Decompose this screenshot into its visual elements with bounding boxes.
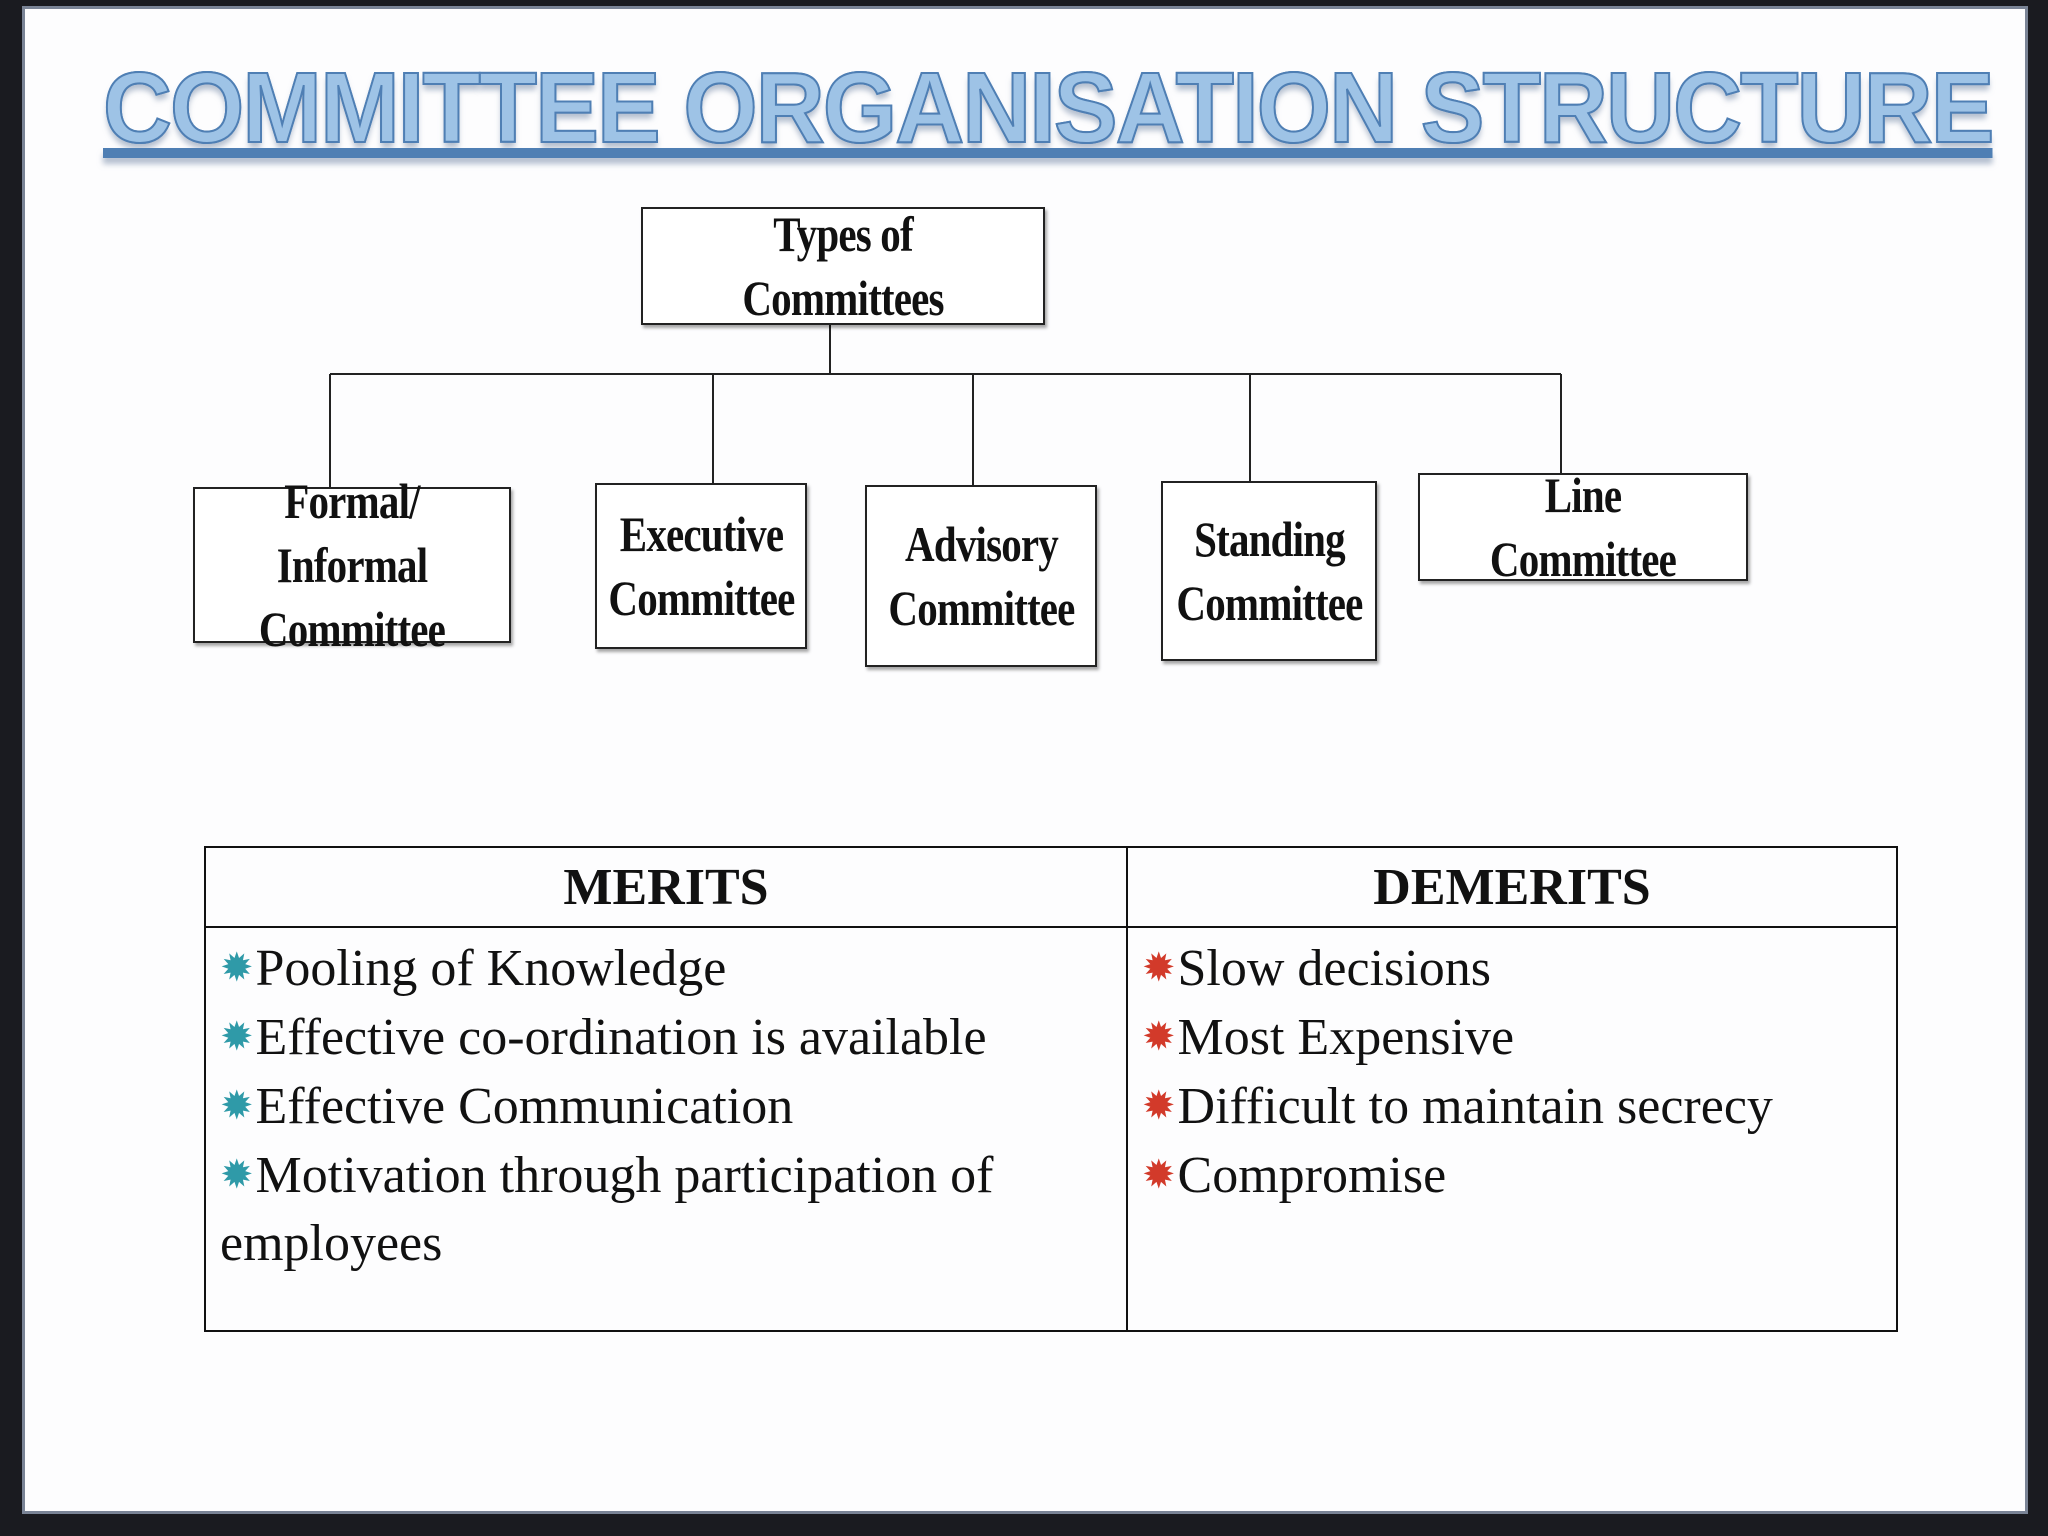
demerit-item bbox=[1142, 934, 1884, 1003]
committee-label: Formal/ Informal Committee bbox=[258, 473, 446, 657]
red-star-bullet-icon: ✹ bbox=[1142, 945, 1176, 990]
merit-item-text: Motivation through participation of employees bbox=[220, 1147, 994, 1272]
merits-header: MERITS bbox=[206, 848, 1126, 928]
teal-star-bullet-icon: ✹ bbox=[220, 945, 254, 990]
red-star-bullet-icon: ✹ bbox=[1142, 1083, 1176, 1128]
demerit-item bbox=[1142, 1141, 1884, 1210]
red-star-bullet-icon: ✹ bbox=[1142, 1014, 1176, 1059]
demerit-item-text: Difficult to maintain secrecy bbox=[1177, 1078, 1773, 1135]
red-star-bullet-icon: ✹ bbox=[1142, 1152, 1176, 1197]
committee-node-advisory bbox=[865, 485, 1097, 667]
committee-node-standing bbox=[1161, 481, 1377, 661]
merit-item-text: Effective co-ordination is available bbox=[255, 1009, 987, 1066]
merit-item bbox=[220, 1003, 1114, 1072]
teal-star-bullet-icon: ✹ bbox=[220, 1083, 254, 1128]
demerit-item-text: Compromise bbox=[1177, 1147, 1447, 1204]
merits-column bbox=[206, 848, 1128, 1330]
teal-star-bullet-icon: ✹ bbox=[220, 1152, 254, 1197]
committee-node-line bbox=[1418, 467, 1748, 587]
demerit-item bbox=[1142, 1003, 1884, 1072]
merits-demerits-table bbox=[204, 846, 1898, 1332]
committee-label: Executive Committee bbox=[607, 506, 795, 626]
demerit-item bbox=[1142, 1072, 1884, 1141]
merit-item bbox=[220, 1072, 1114, 1141]
demerits-header: DEMERITS bbox=[1128, 848, 1896, 928]
merits-list bbox=[206, 928, 1126, 1278]
slide-title: COMMITTEE ORGANISATION STRUCTURE bbox=[103, 52, 1993, 164]
committee-label: Standing Committee bbox=[1175, 511, 1363, 631]
demerit-item-text: Slow decisions bbox=[1177, 940, 1491, 997]
committee-label: Advisory Committee bbox=[887, 516, 1075, 636]
teal-star-bullet-icon: ✹ bbox=[220, 1014, 254, 1059]
root-node-types-of-committees bbox=[641, 207, 1045, 325]
merit-item-text: Effective Communication bbox=[255, 1078, 794, 1135]
committee-label: Line Committee bbox=[1489, 467, 1677, 587]
merit-item bbox=[220, 934, 1114, 1003]
committee-node-executive bbox=[595, 483, 807, 649]
demerits-list bbox=[1128, 928, 1896, 1210]
demerits-column bbox=[1128, 848, 1896, 1330]
committee-node-formal-informal bbox=[193, 473, 511, 657]
merit-item-text: Pooling of Knowledge bbox=[255, 940, 727, 997]
merit-item bbox=[220, 1141, 1114, 1278]
demerit-item-text: Most Expensive bbox=[1177, 1009, 1515, 1066]
root-node-label: Types of Committees bbox=[742, 206, 944, 326]
